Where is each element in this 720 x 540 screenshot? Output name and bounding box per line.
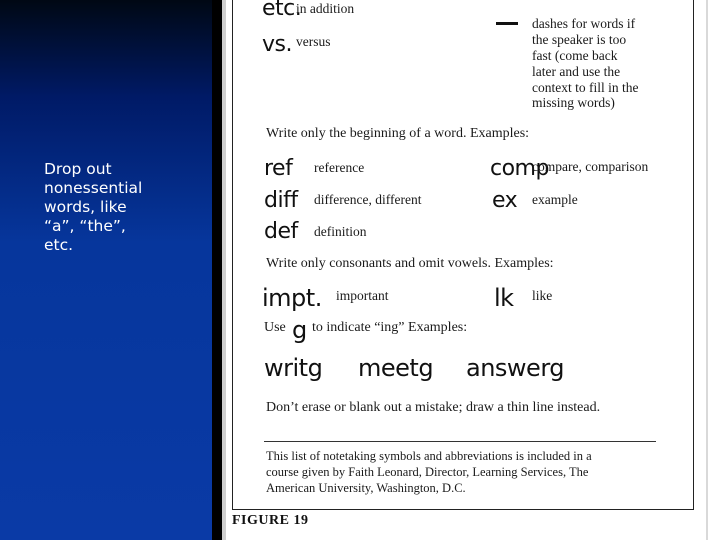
meaning-lk: like [532, 288, 553, 303]
ing-suffix: to indicate “ing” Examples: [312, 320, 468, 335]
page-border [232, 0, 694, 510]
erase-note: Don’t erase or blank out a mistake; draw a thin line instead. [266, 400, 601, 415]
dash-meaning-line: the speaker is too [532, 32, 627, 47]
footnote-rule [264, 441, 656, 442]
symbol-lk: lk [494, 284, 514, 312]
slide-left-panel [0, 0, 212, 540]
bullet-line: “a”, “the”, [44, 217, 126, 235]
bullet-line: words, like [44, 198, 127, 216]
symbol-def: def [264, 219, 298, 244]
dash-symbol [496, 22, 518, 25]
consonants-heading: Write only consonants and omit vowels. Examples: [266, 256, 554, 271]
bullet-line: Drop out [44, 160, 112, 178]
margin-edge [706, 0, 708, 540]
symbol-ex: ex [492, 188, 518, 213]
divider-strip [212, 0, 222, 540]
dash-meaning-line: context to fill in the [532, 80, 639, 95]
footnote-line: course given by Faith Leonard, Director, Learning Services, The [266, 465, 589, 479]
symbol-vs: vs. [262, 32, 292, 57]
meaning-impt: important [336, 288, 389, 303]
meaning-diff: difference, different [314, 192, 422, 207]
dash-meaning-line: missing words) [532, 95, 615, 110]
dash-meaning-line: dashes for words if [532, 16, 636, 31]
slide-bullet-text [44, 160, 204, 255]
dash-meaning-line: fast (come back [532, 48, 618, 63]
scanned-page [226, 0, 696, 540]
ing-prefix: Use [264, 320, 286, 335]
symbol-etc: etc. [262, 0, 302, 21]
meaning-ref: reference [314, 160, 365, 175]
symbol-impt: impt. [262, 284, 322, 312]
dash-meaning-line: later and use the [532, 64, 621, 79]
meaning-def: definition [314, 224, 367, 239]
bullet-line: etc. [44, 236, 74, 254]
symbol-diff: diff [264, 188, 298, 213]
ing-symbol: g [292, 316, 307, 344]
ing-example-meetg: meetg [358, 354, 434, 382]
bullet-line: nonessential [44, 179, 143, 197]
meaning-ex: example [532, 192, 578, 207]
meaning-vs: versus [296, 34, 331, 49]
footnote-line: This list of notetaking symbols and abbreviations is included in a [266, 449, 592, 463]
ing-example-answerg: answerg [466, 354, 564, 382]
beginning-heading: Write only the beginning of a word. Examples: [266, 126, 530, 141]
right-margin [696, 0, 720, 540]
ing-example-writg: writg [264, 354, 323, 382]
meaning-etc: in addition [296, 1, 355, 16]
figure-label: FIGURE 19 [232, 513, 309, 528]
symbol-ref: ref [264, 156, 293, 181]
meaning-comp: compare, comparison [532, 159, 649, 174]
footnote-line: American University, Washington, D.C. [266, 481, 466, 495]
symbol-comp: comp [490, 156, 549, 181]
